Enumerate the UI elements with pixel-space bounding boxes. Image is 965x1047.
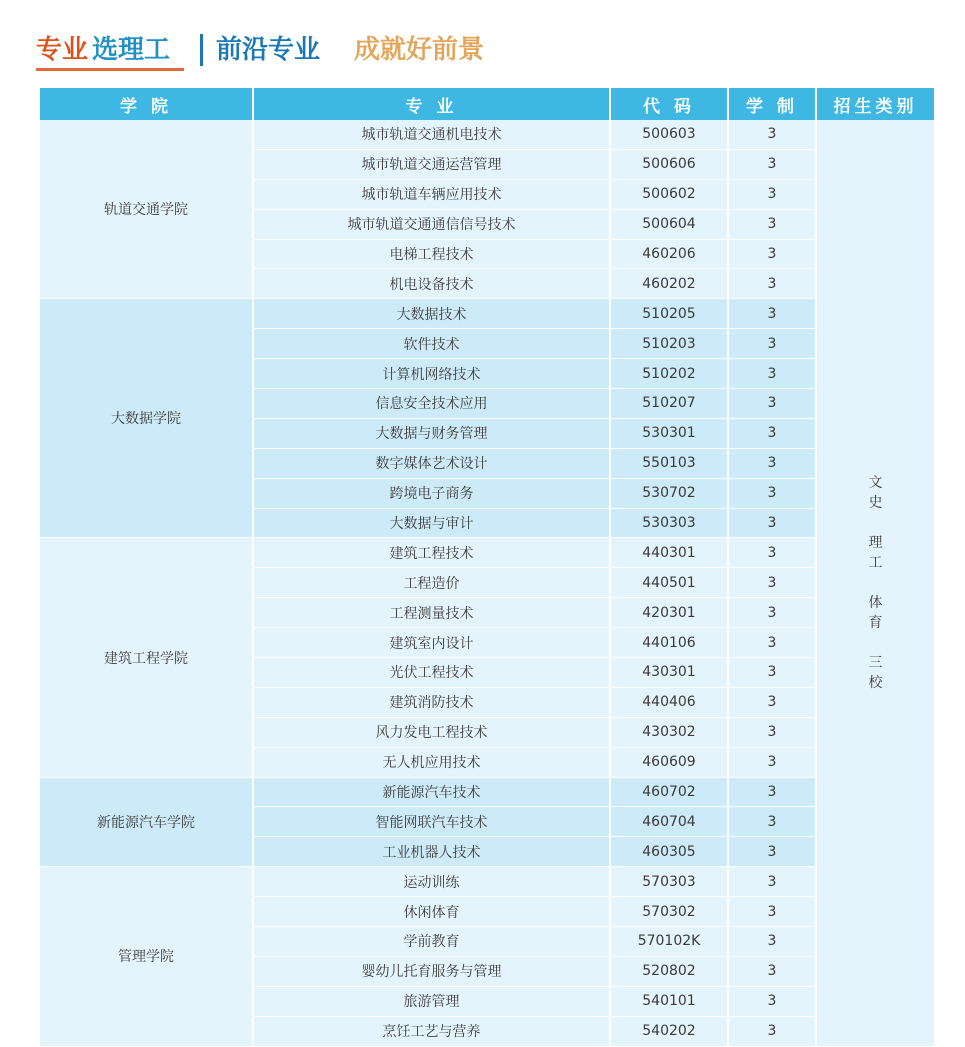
major-cell: 城市轨道车辆应用技术 (254, 180, 609, 210)
college-cell: 大数据学院 (40, 299, 252, 538)
code-cell: 510207 (611, 389, 727, 419)
table-header-row (40, 88, 934, 120)
heading-separator (200, 34, 203, 66)
code-cell: 440301 (611, 538, 727, 568)
duration-cell: 3 (729, 897, 815, 927)
code-cell: 570102K (611, 927, 727, 957)
major-cell: 学前教育 (254, 927, 609, 957)
major-cell: 城市轨道交通运营管理 (254, 150, 609, 180)
duration-cell: 3 (729, 957, 815, 987)
major-cell: 智能网联汽车技术 (254, 807, 609, 837)
major-cell: 新能源汽车技术 (254, 778, 609, 808)
major-cell: 数字媒体艺术设计 (254, 449, 609, 479)
duration-cell: 3 (729, 210, 815, 240)
major-cell: 运动训练 (254, 867, 609, 897)
duration-cell: 3 (729, 240, 815, 270)
duration-cell: 3 (729, 718, 815, 748)
header-code: 代 码 (611, 88, 727, 120)
heading-underline (36, 68, 184, 71)
header-college: 学 院 (40, 88, 252, 120)
table-row (40, 538, 934, 568)
code-cell: 420301 (611, 598, 727, 628)
major-cell: 大数据与财务管理 (254, 419, 609, 449)
category-gap (817, 573, 934, 593)
code-cell: 530301 (611, 419, 727, 449)
duration-cell: 3 (729, 867, 815, 897)
code-cell: 540202 (611, 1017, 727, 1047)
table-row (40, 299, 934, 329)
duration-cell: 3 (729, 688, 815, 718)
header-major: 专 业 (254, 88, 609, 120)
duration-cell: 3 (729, 180, 815, 210)
category-gap (817, 633, 934, 653)
code-cell: 440106 (611, 628, 727, 658)
code-cell: 520802 (611, 957, 727, 987)
header-category: 招生类别 (817, 88, 934, 120)
code-cell: 460704 (611, 807, 727, 837)
major-cell: 机电设备技术 (254, 269, 609, 299)
majors-table (38, 88, 936, 1047)
major-cell: 工程测量技术 (254, 598, 609, 628)
duration-cell: 3 (729, 807, 815, 837)
table-row (40, 778, 934, 808)
table-body (40, 120, 934, 1047)
duration-cell: 3 (729, 449, 815, 479)
heading-slogan-1: 前沿专业 (216, 35, 321, 65)
code-cell: 460206 (611, 240, 727, 270)
duration-cell: 3 (729, 778, 815, 808)
major-cell: 计算机网络技术 (254, 359, 609, 389)
duration-cell: 3 (729, 389, 815, 419)
code-cell: 540101 (611, 987, 727, 1017)
duration-cell: 3 (729, 837, 815, 867)
major-cell: 建筑室内设计 (254, 628, 609, 658)
major-cell: 大数据技术 (254, 299, 609, 329)
major-cell: 电梯工程技术 (254, 240, 609, 270)
major-cell: 软件技术 (254, 329, 609, 359)
table-row (40, 120, 934, 150)
code-cell: 500606 (611, 150, 727, 180)
heading-slogan-2: 成就好前景 (354, 35, 485, 65)
code-cell: 460609 (611, 748, 727, 778)
duration-cell: 3 (729, 1017, 815, 1047)
code-cell: 500602 (611, 180, 727, 210)
duration-cell: 3 (729, 927, 815, 957)
table-row (40, 867, 934, 897)
duration-cell: 3 (729, 419, 815, 449)
code-cell: 570302 (611, 897, 727, 927)
major-cell: 城市轨道交通机电技术 (254, 120, 609, 150)
code-cell: 510202 (611, 359, 727, 389)
duration-cell: 3 (729, 568, 815, 598)
heading-rest: 选理工 (92, 35, 171, 65)
code-cell: 460202 (611, 269, 727, 299)
duration-cell: 3 (729, 538, 815, 568)
major-cell: 无人机应用技术 (254, 748, 609, 778)
major-cell: 城市轨道交通通信信号技术 (254, 210, 609, 240)
category-char: 校 (868, 674, 883, 691)
major-cell: 信息安全技术应用 (254, 389, 609, 419)
code-cell: 510203 (611, 329, 727, 359)
duration-cell: 3 (729, 509, 815, 539)
duration-cell: 3 (729, 150, 815, 180)
major-cell: 烹饪工艺与营养 (254, 1017, 609, 1047)
code-cell: 430301 (611, 658, 727, 688)
category-char: 工 (868, 554, 883, 571)
college-cell: 管理学院 (40, 867, 252, 1046)
page-heading (36, 28, 936, 72)
code-cell: 510205 (611, 299, 727, 329)
major-cell: 建筑工程技术 (254, 538, 609, 568)
category-cell (817, 120, 934, 1047)
duration-cell: 3 (729, 479, 815, 509)
duration-cell: 3 (729, 658, 815, 688)
major-cell: 工业机器人技术 (254, 837, 609, 867)
category-gap (817, 513, 934, 533)
code-cell: 500603 (611, 120, 727, 150)
code-cell: 440406 (611, 688, 727, 718)
major-cell: 休闲体育 (254, 897, 609, 927)
duration-cell: 3 (729, 987, 815, 1017)
duration-cell: 3 (729, 120, 815, 150)
major-cell: 光伏工程技术 (254, 658, 609, 688)
duration-cell: 3 (729, 359, 815, 389)
category-char: 史 (868, 494, 883, 511)
major-cell: 工程造价 (254, 568, 609, 598)
header-duration: 学 制 (729, 88, 815, 120)
code-cell: 570303 (611, 867, 727, 897)
code-cell: 430302 (611, 718, 727, 748)
duration-cell: 3 (729, 748, 815, 778)
duration-cell: 3 (729, 628, 815, 658)
code-cell: 550103 (611, 449, 727, 479)
category-char: 文 (868, 474, 883, 491)
duration-cell: 3 (729, 329, 815, 359)
code-cell: 530702 (611, 479, 727, 509)
major-cell: 建筑消防技术 (254, 688, 609, 718)
major-cell: 婴幼儿托育服务与管理 (254, 957, 609, 987)
category-char: 理 (868, 534, 883, 551)
duration-cell: 3 (729, 269, 815, 299)
heading-highlight: 专业 (36, 35, 89, 65)
college-cell: 建筑工程学院 (40, 538, 252, 777)
category-char: 体 (868, 594, 883, 611)
major-cell: 旅游管理 (254, 987, 609, 1017)
duration-cell: 3 (729, 598, 815, 628)
college-cell: 轨道交通学院 (40, 120, 252, 299)
code-cell: 460702 (611, 778, 727, 808)
code-cell: 460305 (611, 837, 727, 867)
category-char: 育 (868, 614, 883, 631)
code-cell: 440501 (611, 568, 727, 598)
category-char: 三 (868, 654, 883, 671)
major-cell: 大数据与审计 (254, 509, 609, 539)
duration-cell: 3 (729, 299, 815, 329)
major-cell: 风力发电工程技术 (254, 718, 609, 748)
college-cell: 新能源汽车学院 (40, 778, 252, 868)
major-cell: 跨境电子商务 (254, 479, 609, 509)
code-cell: 500604 (611, 210, 727, 240)
code-cell: 530303 (611, 509, 727, 539)
